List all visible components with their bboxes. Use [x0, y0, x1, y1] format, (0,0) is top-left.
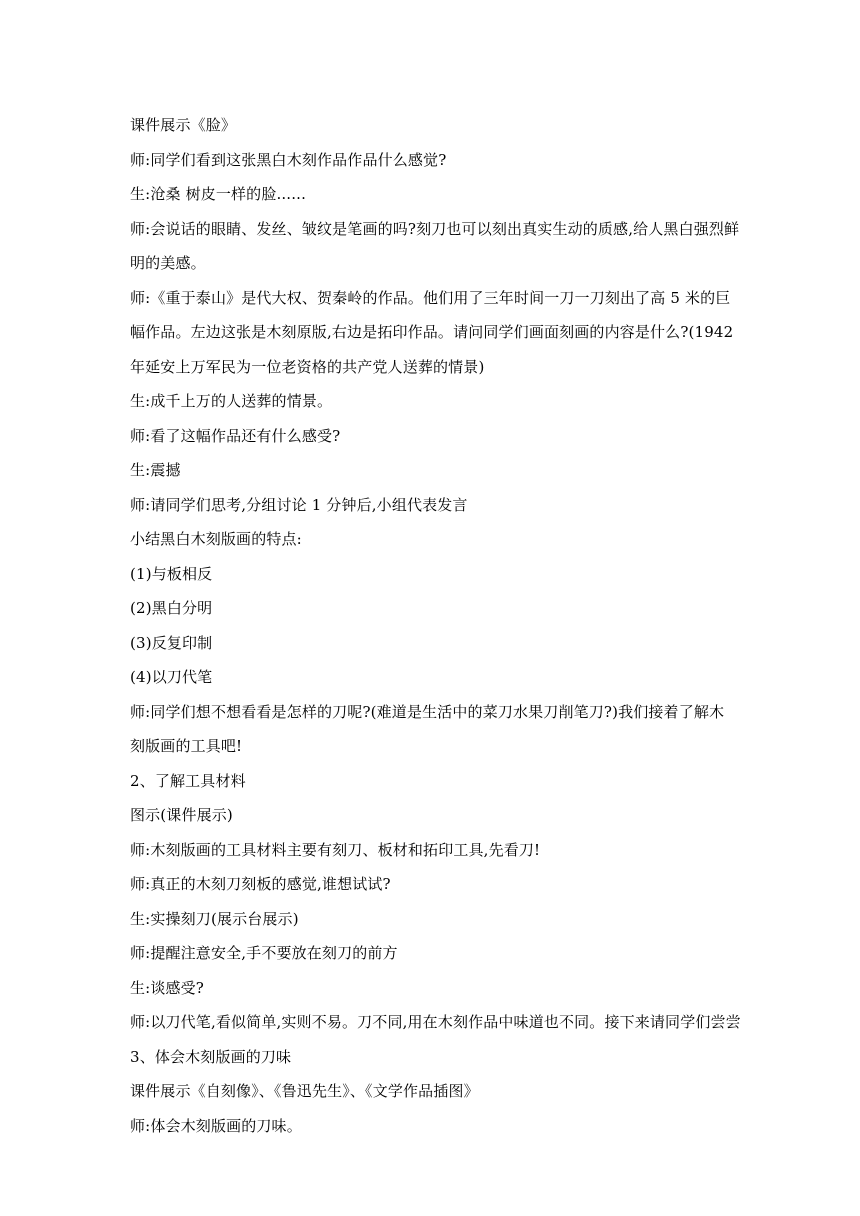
section-heading: 3、体会木刻版画的刀味	[130, 1047, 292, 1066]
text-line: 师:体会木刻版画的刀味。	[130, 1116, 302, 1135]
text-line: 师:请同学们思考,分组讨论 1 分钟后,小组代表发言	[130, 495, 468, 514]
text-line: 生:实操刻刀(展示台展示)	[130, 909, 299, 928]
text-line: 生:震撼	[130, 461, 181, 479]
text-line: 幅作品。左边这张是木刻原版,右边是拓印作品。请问同学们画面刻画的内容是什么?(1942	[130, 323, 734, 341]
text-line: 师:真正的木刻刀刻板的感觉,谁想试试?	[130, 875, 391, 893]
text-line: 课件展示《脸》	[130, 116, 237, 134]
list-item: (1)与板相反	[130, 564, 213, 583]
list-item: (4)以刀代笔	[130, 668, 213, 686]
text-line: 师:会说话的眼睛、发丝、皱纹是笔画的吗?刻刀也可以刻出真实生动的质感,给人黑白强烈鲜	[130, 219, 740, 238]
text-line: 课件展示《自刻像》、《鲁迅先生》、《文学作品插图》	[130, 1082, 479, 1100]
text-line: 刻版画的工具吧!	[130, 737, 243, 755]
text-line: 图示(课件展示)	[130, 806, 233, 824]
text-line: 师:同学们想不想看看是怎样的刀呢?(难道是生活中的菜刀水果刀削笔刀?)我们接着了解木	[130, 702, 725, 721]
document-body	[130, 108, 741, 1143]
text-line: 师:看了这幅作品还有什么感受?	[130, 426, 341, 445]
text-line: 师:木刻版画的工具材料主要有刻刀、板材和拓印工具,先看刀!	[130, 840, 541, 859]
text-line: 生:沧桑 树皮一样的脸......	[130, 185, 306, 203]
list-item: (2)黑白分明	[130, 599, 213, 617]
text-line: 明的美感。	[130, 254, 206, 272]
summary-heading: 小结黑白木刻版画的特点:	[130, 530, 302, 548]
text-line: 师:同学们看到这张黑白木刻作品作品什么感觉?	[130, 150, 447, 169]
text-line: 师:以刀代笔,看似简单,实则不易。刀不同,用在木刻作品中味道也不同。接下来请同学们尝尝	[130, 1013, 741, 1031]
text-line: 师:提醒注意安全,手不要放在刻刀的前方	[130, 944, 398, 962]
text-line: 生:成千上万的人送葬的情景。	[130, 392, 333, 410]
list-item: (3)反复印制	[130, 633, 213, 652]
text-line: 师:《重于泰山》是代大权、贺秦岭的作品。他们用了三年时间一刀一刀刻出了高 5 米的巨	[130, 288, 731, 307]
text-line: 年延安上万军民为一位老资格的共产党人送葬的情景)	[130, 357, 485, 376]
section-heading: 2、了解工具材料	[130, 771, 246, 790]
text-line: 生:谈感受?	[130, 978, 204, 997]
